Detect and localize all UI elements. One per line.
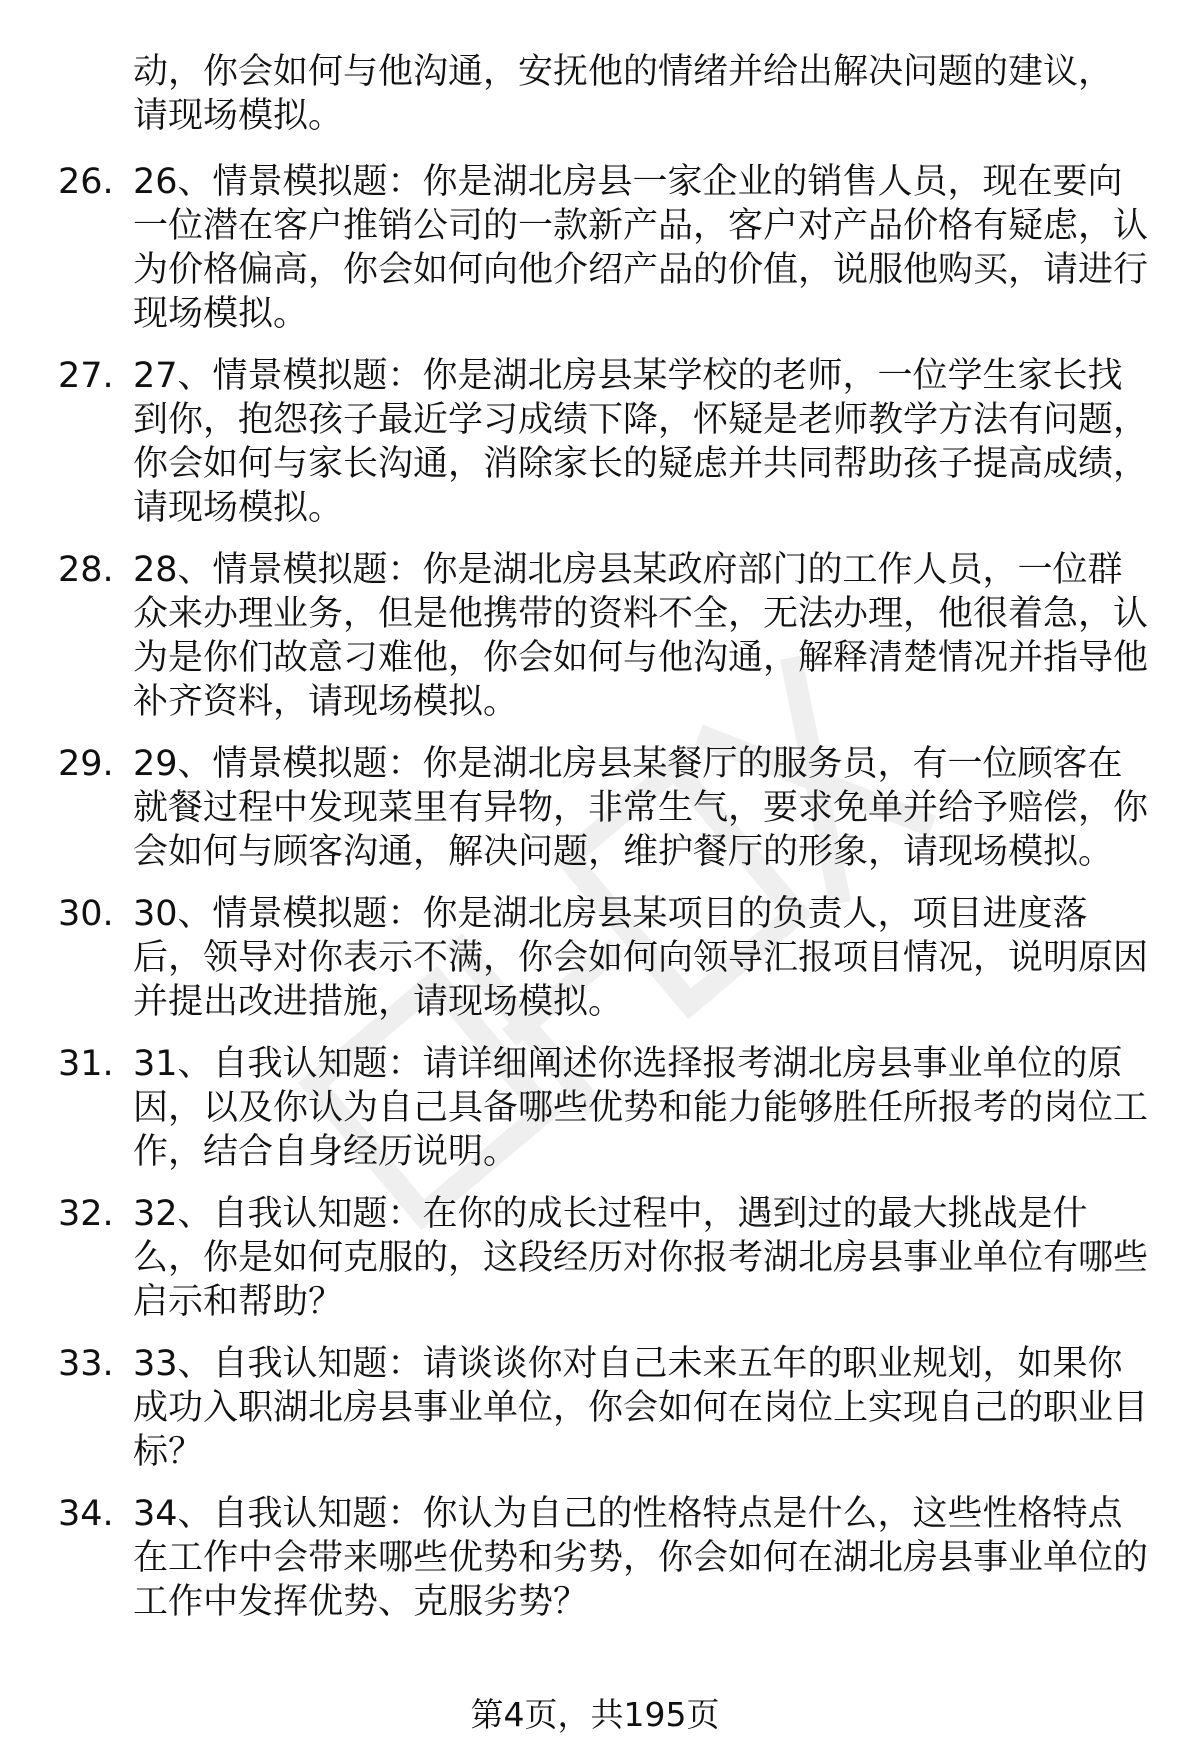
list-item (58, 548, 1148, 724)
list-item (58, 1342, 1148, 1474)
list-item-number: 34. (58, 1494, 114, 1534)
list-item-text: 28、情景模拟题：你是湖北房县某政府部门的工作人员，一位群众来办理业务，但是他携带的资料不全，无法办理，他很着急，认为是你们故意刁难他，你会如何与他沟通，解释清楚情况并指导他补齐资料，请现场模拟。 (133, 550, 1149, 722)
list-item-text: 30、情景模拟题：你是湖北房县某项目的负责人，项目进度落后，领导对你表示不满，你会如何向领导汇报项目情况，说明原因并提出改进措施，请现场模拟。 (133, 894, 1149, 1022)
continuation-paragraph: 动，你会如何与他沟通，安抚他的情绪并给出解决问题的建议，请现场模拟。 (133, 52, 1114, 136)
list-item-number: 31. (58, 1044, 114, 1084)
list-item-text: 34、自我认知题：你认为自己的性格特点是什么，这些性格特点在工作中会带来哪些优势和劣势，你会如何在湖北房县事业单位的工作中发挥优势、克服劣势？ (133, 1494, 1149, 1622)
list-item-number: 30. (58, 894, 114, 934)
list-item-text: 26、情景模拟题：你是湖北房县一家企业的销售人员，现在要向一位潜在客户推销公司的一款新产品，客户对产品价格有疑虑，认为价格偏高，你会如何向他介绍产品的价值，说服他购买，请进行现场模拟。 (133, 162, 1149, 334)
page-number-footer: 第4页，共195页 (470, 1695, 720, 1734)
list-item-number: 33. (58, 1344, 114, 1384)
list-item (58, 1492, 1148, 1624)
list-item-text: 31、自我认知题：请详细阐述你选择报考湖北房县事业单位的原因，以及你认为自己具备哪些优势和能力能够胜任所报考的岗位工作，结合自身经历说明。 (133, 1044, 1149, 1172)
list-item (58, 742, 1148, 874)
list-item-number: 26. (58, 162, 114, 202)
list-item-text: 27、情景模拟题：你是湖北房县某学校的老师，一位学生家长找到你，抱怨孩子最近学习成绩下降，怀疑是老师教学方法有问题，你会如何与家长沟通，消除家长的疑虑并共同帮助孩子提高成绩，请现场模拟。 (133, 356, 1149, 528)
list-item (58, 354, 1148, 530)
list-item-text: 33、自我认知题：请谈谈你对自己未来五年的职业规划，如果你成功入职湖北房县事业单位，你会如何在岗位上实现自己的职业目标？ (133, 1344, 1149, 1472)
list-item (58, 160, 1148, 336)
list-item-number: 29. (58, 744, 114, 784)
list-item-text: 29、情景模拟题：你是湖北房县某餐厅的服务员，有一位顾客在就餐过程中发现菜里有异物，非常生气，要求免单并给予赔偿，你会如何与顾客沟通，解决问题，维护餐厅的形象，请现场模拟。 (133, 744, 1149, 872)
list-item-text: 32、自我认知题：在你的成长过程中，遇到过的最大挑战是什么，你是如何克服的，这段经历对你报考湖北房县事业单位有哪些启示和帮助？ (133, 1194, 1149, 1322)
list-item-number: 32. (58, 1194, 114, 1234)
list-item (58, 1192, 1148, 1324)
list-item (58, 1042, 1148, 1174)
list-item (58, 892, 1148, 1024)
list-item-number: 27. (58, 356, 114, 396)
list-item-number: 28. (58, 550, 114, 590)
question-list (58, 160, 1148, 1642)
